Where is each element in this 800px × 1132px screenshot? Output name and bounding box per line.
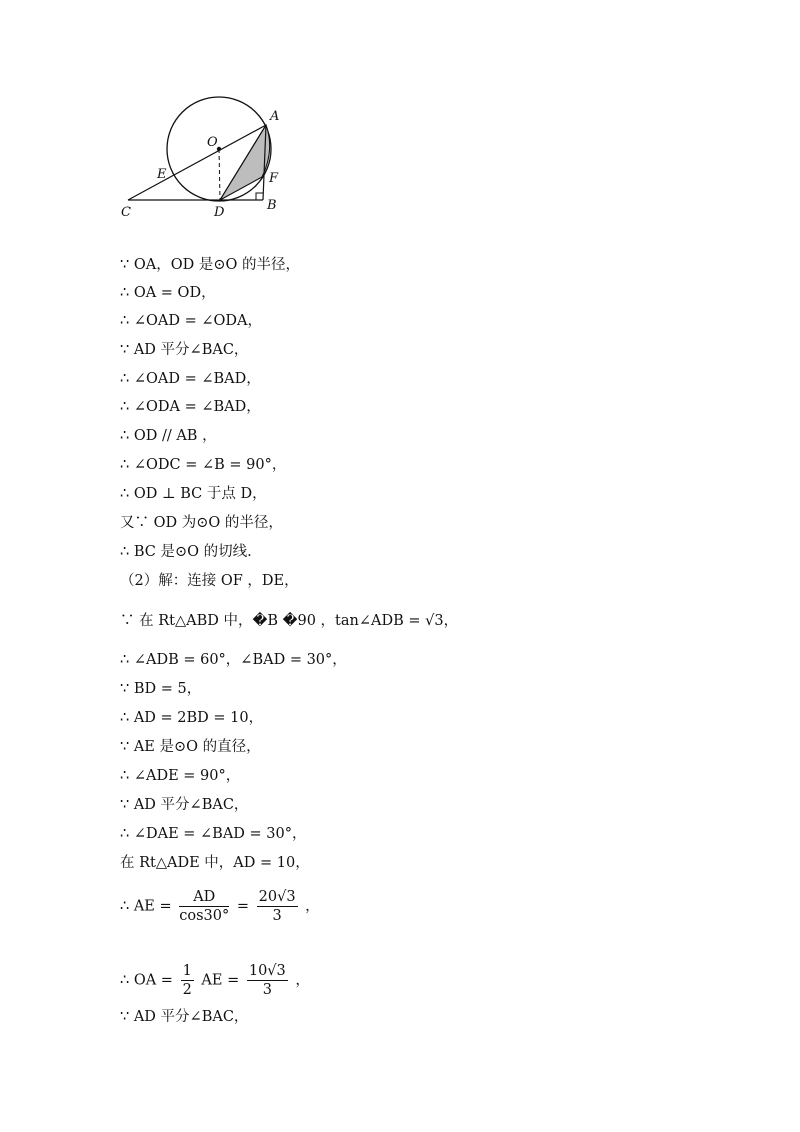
formula-oa-mid: AE = — [201, 972, 240, 989]
label-e: E — [157, 167, 167, 182]
fraction-denominator: 2 — [182, 982, 192, 998]
proof-line-3: ∴ ∠OAD = ∠ODA， — [120, 313, 262, 329]
proof-line-8: ∴ ∠ODC = ∠B = 90°， — [120, 457, 287, 473]
label-d: D — [214, 205, 225, 220]
label-f: F — [269, 171, 279, 186]
formula-ae-suffix: ， — [305, 898, 320, 915]
fraction-ad-over-cos — [179, 888, 229, 925]
line-od-dashed — [219, 149, 220, 200]
proof-line-15: ∵ BD = 5， — [120, 681, 202, 697]
formula-oa-prefix: ∴ OA = — [120, 972, 173, 989]
proof-line-16: ∴ AD = 2BD = 10， — [120, 710, 264, 726]
formula-ae-prefix: ∴ AE = — [120, 898, 172, 915]
proof-line-10: 又∵ OD 为⊙O 的半径， — [120, 515, 283, 531]
right-angle-mark — [256, 193, 263, 200]
label-b: B — [267, 198, 277, 213]
fraction-ae-value — [257, 888, 298, 925]
proof-line-21: 在 Rt△ADE 中，AD = 10， — [120, 855, 310, 871]
fraction-numerator: 20√3 — [258, 889, 296, 905]
formula-ae — [120, 888, 320, 925]
label-a: A — [270, 109, 280, 124]
proof-line-18: ∴ ∠ADE = 90°， — [120, 768, 241, 784]
proof-line-11: ∴ BC 是⊙O 的切线. — [120, 544, 252, 560]
proof-line-6: ∴ ∠ODA = ∠BAD， — [120, 399, 261, 415]
formula-ae-eq: = — [236, 898, 250, 915]
fraction-numerator: 1 — [182, 963, 192, 979]
proof-line-14: ∴ ∠ADB = 60°，∠BAD = 30°， — [120, 652, 347, 668]
fraction-denominator: 3 — [262, 982, 272, 998]
proof-line-2: ∴ OA = OD， — [120, 285, 216, 301]
fraction-half — [181, 962, 194, 999]
fraction-denominator: cos30° — [179, 908, 230, 924]
formula-oa-suffix: ， — [295, 972, 310, 989]
proof-line-19: ∵ AD 平分∠BAC， — [120, 797, 249, 813]
geometry-figure — [115, 92, 290, 222]
proof-line-17: ∵ AE 是⊙O 的直径， — [120, 739, 261, 755]
fraction-numerator: AD — [179, 888, 229, 907]
proof-line-4: ∵ AD 平分∠BAC， — [120, 342, 249, 358]
proof-line-13: ∵ 在 Rt△ABD 中，�B �90 ，tan∠ADB = √3， — [120, 613, 459, 629]
part-2-heading: （2）解：连接 OF ，DE， — [120, 573, 299, 589]
proof-line-7: ∴ OD // AB ， — [120, 428, 217, 444]
proof-line-5: ∴ ∠OAD = ∠BAD， — [120, 371, 261, 387]
proof-line-20: ∴ ∠DAE = ∠BAD = 30°， — [120, 826, 307, 842]
proof-line-9: ∴ OD ⊥ BC 于点 D， — [120, 486, 267, 502]
fraction-numerator: 10√3 — [248, 963, 286, 979]
fraction-oa-value — [247, 962, 288, 999]
label-o: O — [207, 135, 218, 150]
fraction-denominator: 3 — [272, 908, 282, 924]
proof-line-last: ∵ AD 平分∠BAC， — [120, 1009, 249, 1025]
formula-oa — [120, 962, 310, 999]
label-c: C — [121, 205, 131, 220]
proof-line-1: ∵ OA，OD 是⊙O 的半径， — [120, 257, 300, 273]
